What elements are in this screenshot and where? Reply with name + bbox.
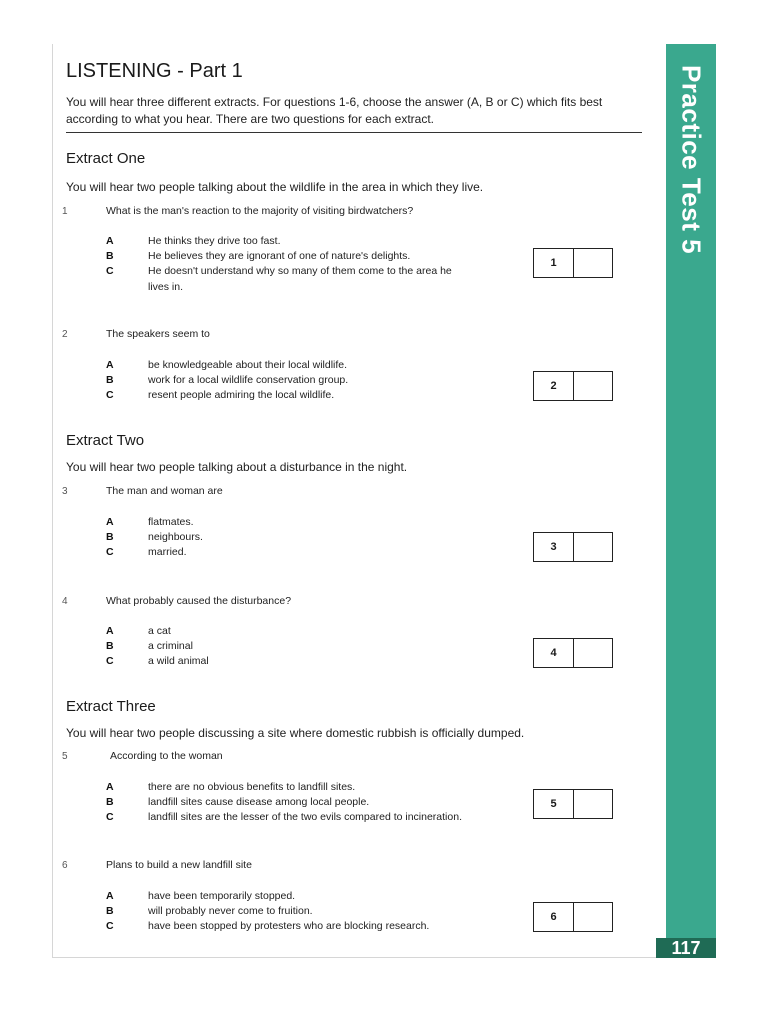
answer-box[interactable]	[533, 248, 613, 278]
option-letter: B	[106, 250, 114, 262]
option-letter: B	[106, 531, 114, 543]
page-title: LISTENING - Part 1	[66, 60, 243, 82]
answer-box-number: 1	[534, 249, 574, 277]
option-text: landfill sites are the lesser of the two evils compared to incineration.	[148, 811, 462, 823]
question-stem: According to the woman	[110, 750, 223, 762]
question-stem: What is the man's reaction to the majority of visiting birdwatchers?	[106, 205, 414, 217]
question-number: 4	[62, 596, 68, 607]
extract-intro: You will hear two people talking about the wildlife in the area in which they live.	[66, 180, 484, 194]
extract-heading: Extract One	[66, 150, 146, 167]
option-text: a wild animal	[148, 655, 209, 667]
question-number: 1	[62, 206, 68, 217]
answer-box[interactable]	[533, 902, 613, 932]
extract-intro: You will hear two people talking about a disturbance in the night.	[66, 460, 408, 474]
option-letter: B	[106, 796, 114, 808]
answer-box-blank[interactable]	[574, 372, 612, 400]
option-letter: B	[106, 374, 114, 386]
answer-box[interactable]	[533, 532, 613, 562]
question-stem: What probably caused the disturbance?	[106, 595, 292, 607]
page-number: 117	[656, 938, 716, 958]
answer-box[interactable]	[533, 638, 613, 668]
option-letter: C	[106, 546, 114, 558]
option-text: He believes they are ignorant of one of nature's delights.	[148, 250, 411, 262]
extract-heading: Extract Two	[66, 432, 145, 449]
option-letter: B	[106, 640, 114, 652]
option-letter: B	[106, 905, 114, 917]
side-tab-label: Practice Test 5	[676, 64, 707, 255]
option-text: neighbours.	[148, 531, 203, 543]
option-text: He doesn't understand why so many of them come to the area he	[148, 265, 452, 277]
instructions: You will hear three different extracts. For questions 1-6, choose the answer (A, B or C) which fits best according to what you hear. There are two questions for each extract.	[66, 95, 603, 126]
option-letter: A	[106, 781, 114, 793]
option-letter: C	[106, 265, 114, 277]
answer-box-blank[interactable]	[574, 903, 612, 931]
option-letter: C	[106, 389, 114, 401]
question-stem: Plans to build a new landfill site	[106, 859, 252, 871]
answer-box-blank[interactable]	[574, 790, 612, 818]
option-text: a cat	[148, 625, 171, 637]
option-letter: A	[106, 235, 114, 247]
question-number: 6	[62, 860, 68, 871]
option-text: a criminal	[148, 640, 193, 652]
question-number: 5	[62, 751, 68, 762]
option-text: work for a local wildlife conservation group.	[148, 374, 349, 386]
extract-intro: You will hear two people discussing a site where domestic rubbish is officially dumped.	[66, 726, 525, 740]
option-text: married.	[148, 546, 187, 558]
answer-box-blank[interactable]	[574, 249, 612, 277]
answer-box[interactable]	[533, 789, 613, 819]
option-text: will probably never come to fruition.	[148, 905, 313, 917]
option-letter: C	[106, 920, 114, 932]
side-tab-label-wrap	[666, 44, 716, 938]
option-text: be knowledgeable about their local wildlife.	[148, 359, 348, 371]
option-text: there are no obvious benefits to landfill sites.	[148, 781, 356, 793]
answer-box-blank[interactable]	[574, 639, 612, 667]
option-letter: C	[106, 811, 114, 823]
option-letter: A	[106, 516, 114, 528]
option-letter: A	[106, 359, 114, 371]
option-text-continued: lives in.	[148, 281, 184, 293]
option-text: He thinks they drive too fast.	[148, 235, 281, 247]
option-text: landfill sites cause disease among local people.	[148, 796, 370, 808]
option-text: have been temporarily stopped.	[148, 890, 296, 902]
option-text: flatmates.	[148, 516, 194, 528]
option-text: resent people admiring the local wildlife.	[148, 389, 335, 401]
question-stem: The man and woman are	[106, 485, 223, 497]
answer-box-blank[interactable]	[574, 533, 612, 561]
answer-box-number: 6	[534, 903, 574, 931]
question-stem: The speakers seem to	[106, 328, 210, 340]
option-text: have been stopped by protesters who are blocking research.	[148, 920, 430, 932]
answer-box-number: 3	[534, 533, 574, 561]
option-letter: A	[106, 625, 114, 637]
question-number: 3	[62, 486, 68, 497]
extract-heading: Extract Three	[66, 698, 156, 715]
question-number: 2	[62, 329, 68, 340]
option-letter: A	[106, 890, 114, 902]
answer-box-number: 5	[534, 790, 574, 818]
answer-box-number: 4	[534, 639, 574, 667]
answer-box[interactable]	[533, 371, 613, 401]
option-letter: C	[106, 655, 114, 667]
answer-box-number: 2	[534, 372, 574, 400]
divider	[66, 132, 642, 133]
